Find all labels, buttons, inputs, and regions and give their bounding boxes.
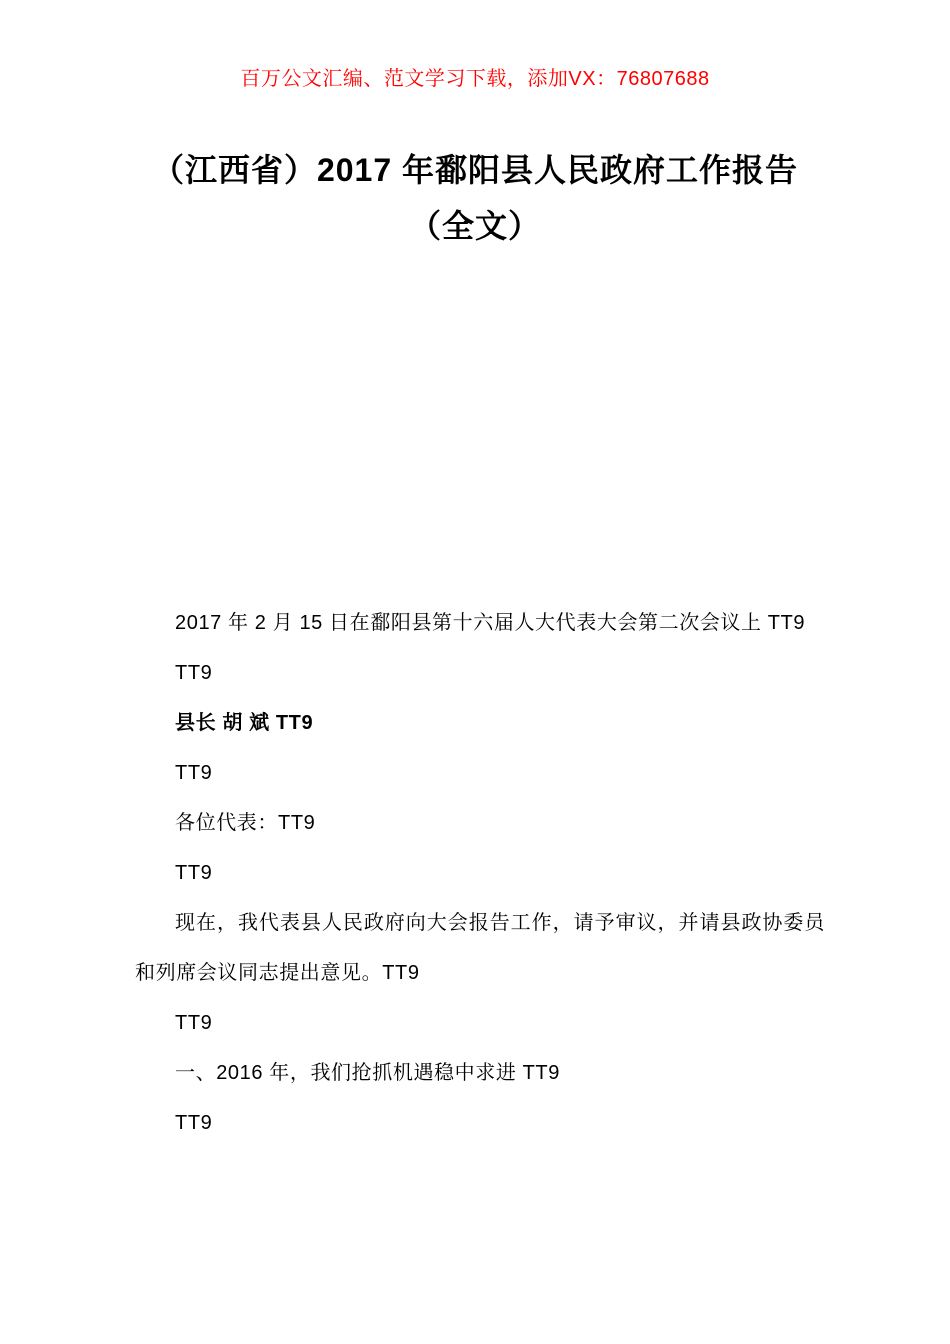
paragraph: TT9 xyxy=(175,1012,213,1034)
paragraph: 2017 年 2 月 15 日在鄱阳县第十六届人大代表大会第二次会议上 TT9 xyxy=(175,612,806,634)
paragraph: TT9 xyxy=(175,862,213,884)
paragraph: 县长 胡 斌 TT9 xyxy=(175,712,314,734)
paragraph: TT9 xyxy=(175,1112,213,1134)
page-title: （江西省）2017 年鄱阳县人民政府工作报告（全文） xyxy=(151,152,799,244)
advertisement-banner: 百万公文汇编、范文学习下载，添加VX：76807688 xyxy=(240,68,710,90)
document-body xyxy=(135,598,825,1148)
paragraph: 一、2016 年，我们抢抓机遇稳中求进 TT9 xyxy=(175,1062,560,1084)
paragraph: TT9 xyxy=(175,662,213,684)
paragraph: 各位代表：TT9 xyxy=(175,812,316,834)
paragraph: 现在，我代表县人民政府向大会报告工作，请予审议，并请县政协委员和列席会议同志提出意见。TT9 xyxy=(135,912,825,984)
paragraph: TT9 xyxy=(175,762,213,784)
